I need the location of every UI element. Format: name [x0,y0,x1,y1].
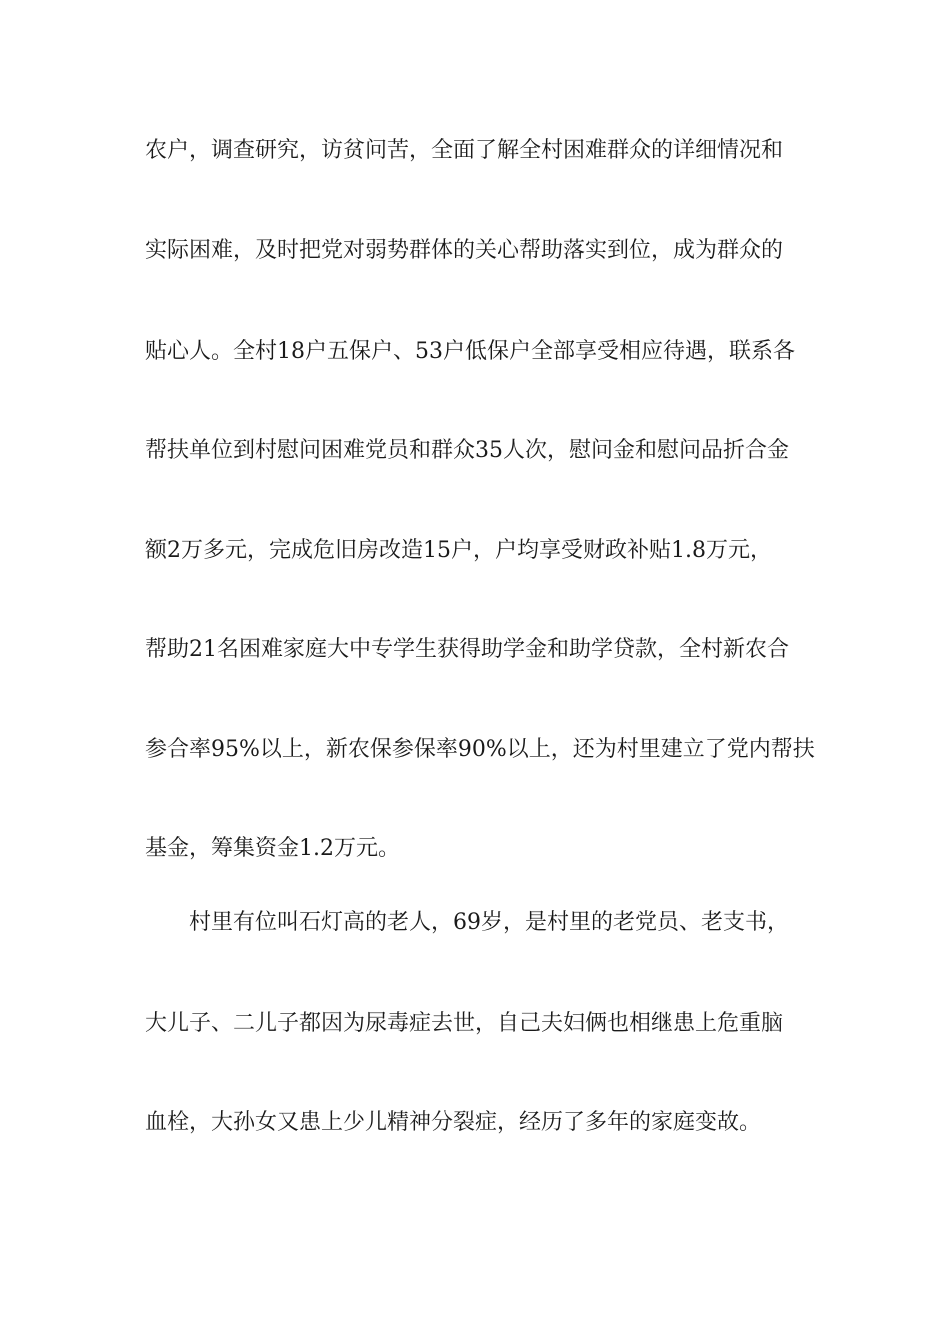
paragraph-2-line-3: 血栓，大孙女又患上少儿精神分裂症，经历了多年的家庭变故。 [145,1110,762,1135]
paragraph-2-line-2: 大儿子、二儿子都因为尿毒症去世，自己夫妇俩也相继患上危重脑 [145,1011,784,1036]
paragraph-1-line-6: 帮助21名困难家庭大中专学生获得助学金和助学贷款，全村新农合 [145,637,789,662]
paragraph-1-line-1: 农户，调查研究，访贫问苦，全面了解全村困难群众的详细情况和 [145,138,784,163]
paragraph-1-line-4: 帮扶单位到村慰问困难党员和群众35人次，慰问金和慰问品折合金 [145,438,789,463]
paragraph-1-line-5: 额2万多元，完成危旧房改造15户，户均享受财政补贴1.8万元， [145,538,772,563]
paragraph-1-line-2: 实际困难，及时把党对弱势群体的关心帮助落实到位，成为群众的 [145,238,784,263]
paragraph-1-line-3: 贴心人。全村18户五保户、53户低保户全部享受相应待遇，联系各 [145,339,795,364]
paragraph-1-line-7: 参合率95%以上，新农保参保率90%以上，还为村里建立了党内帮扶 [145,737,815,762]
paragraph-1-line-8: 基金，筹集资金1.2万元。 [145,836,400,861]
paragraph-2-line-1: 村里有位叫石灯高的老人，69岁，是村里的老党员、老支书， [189,910,789,935]
